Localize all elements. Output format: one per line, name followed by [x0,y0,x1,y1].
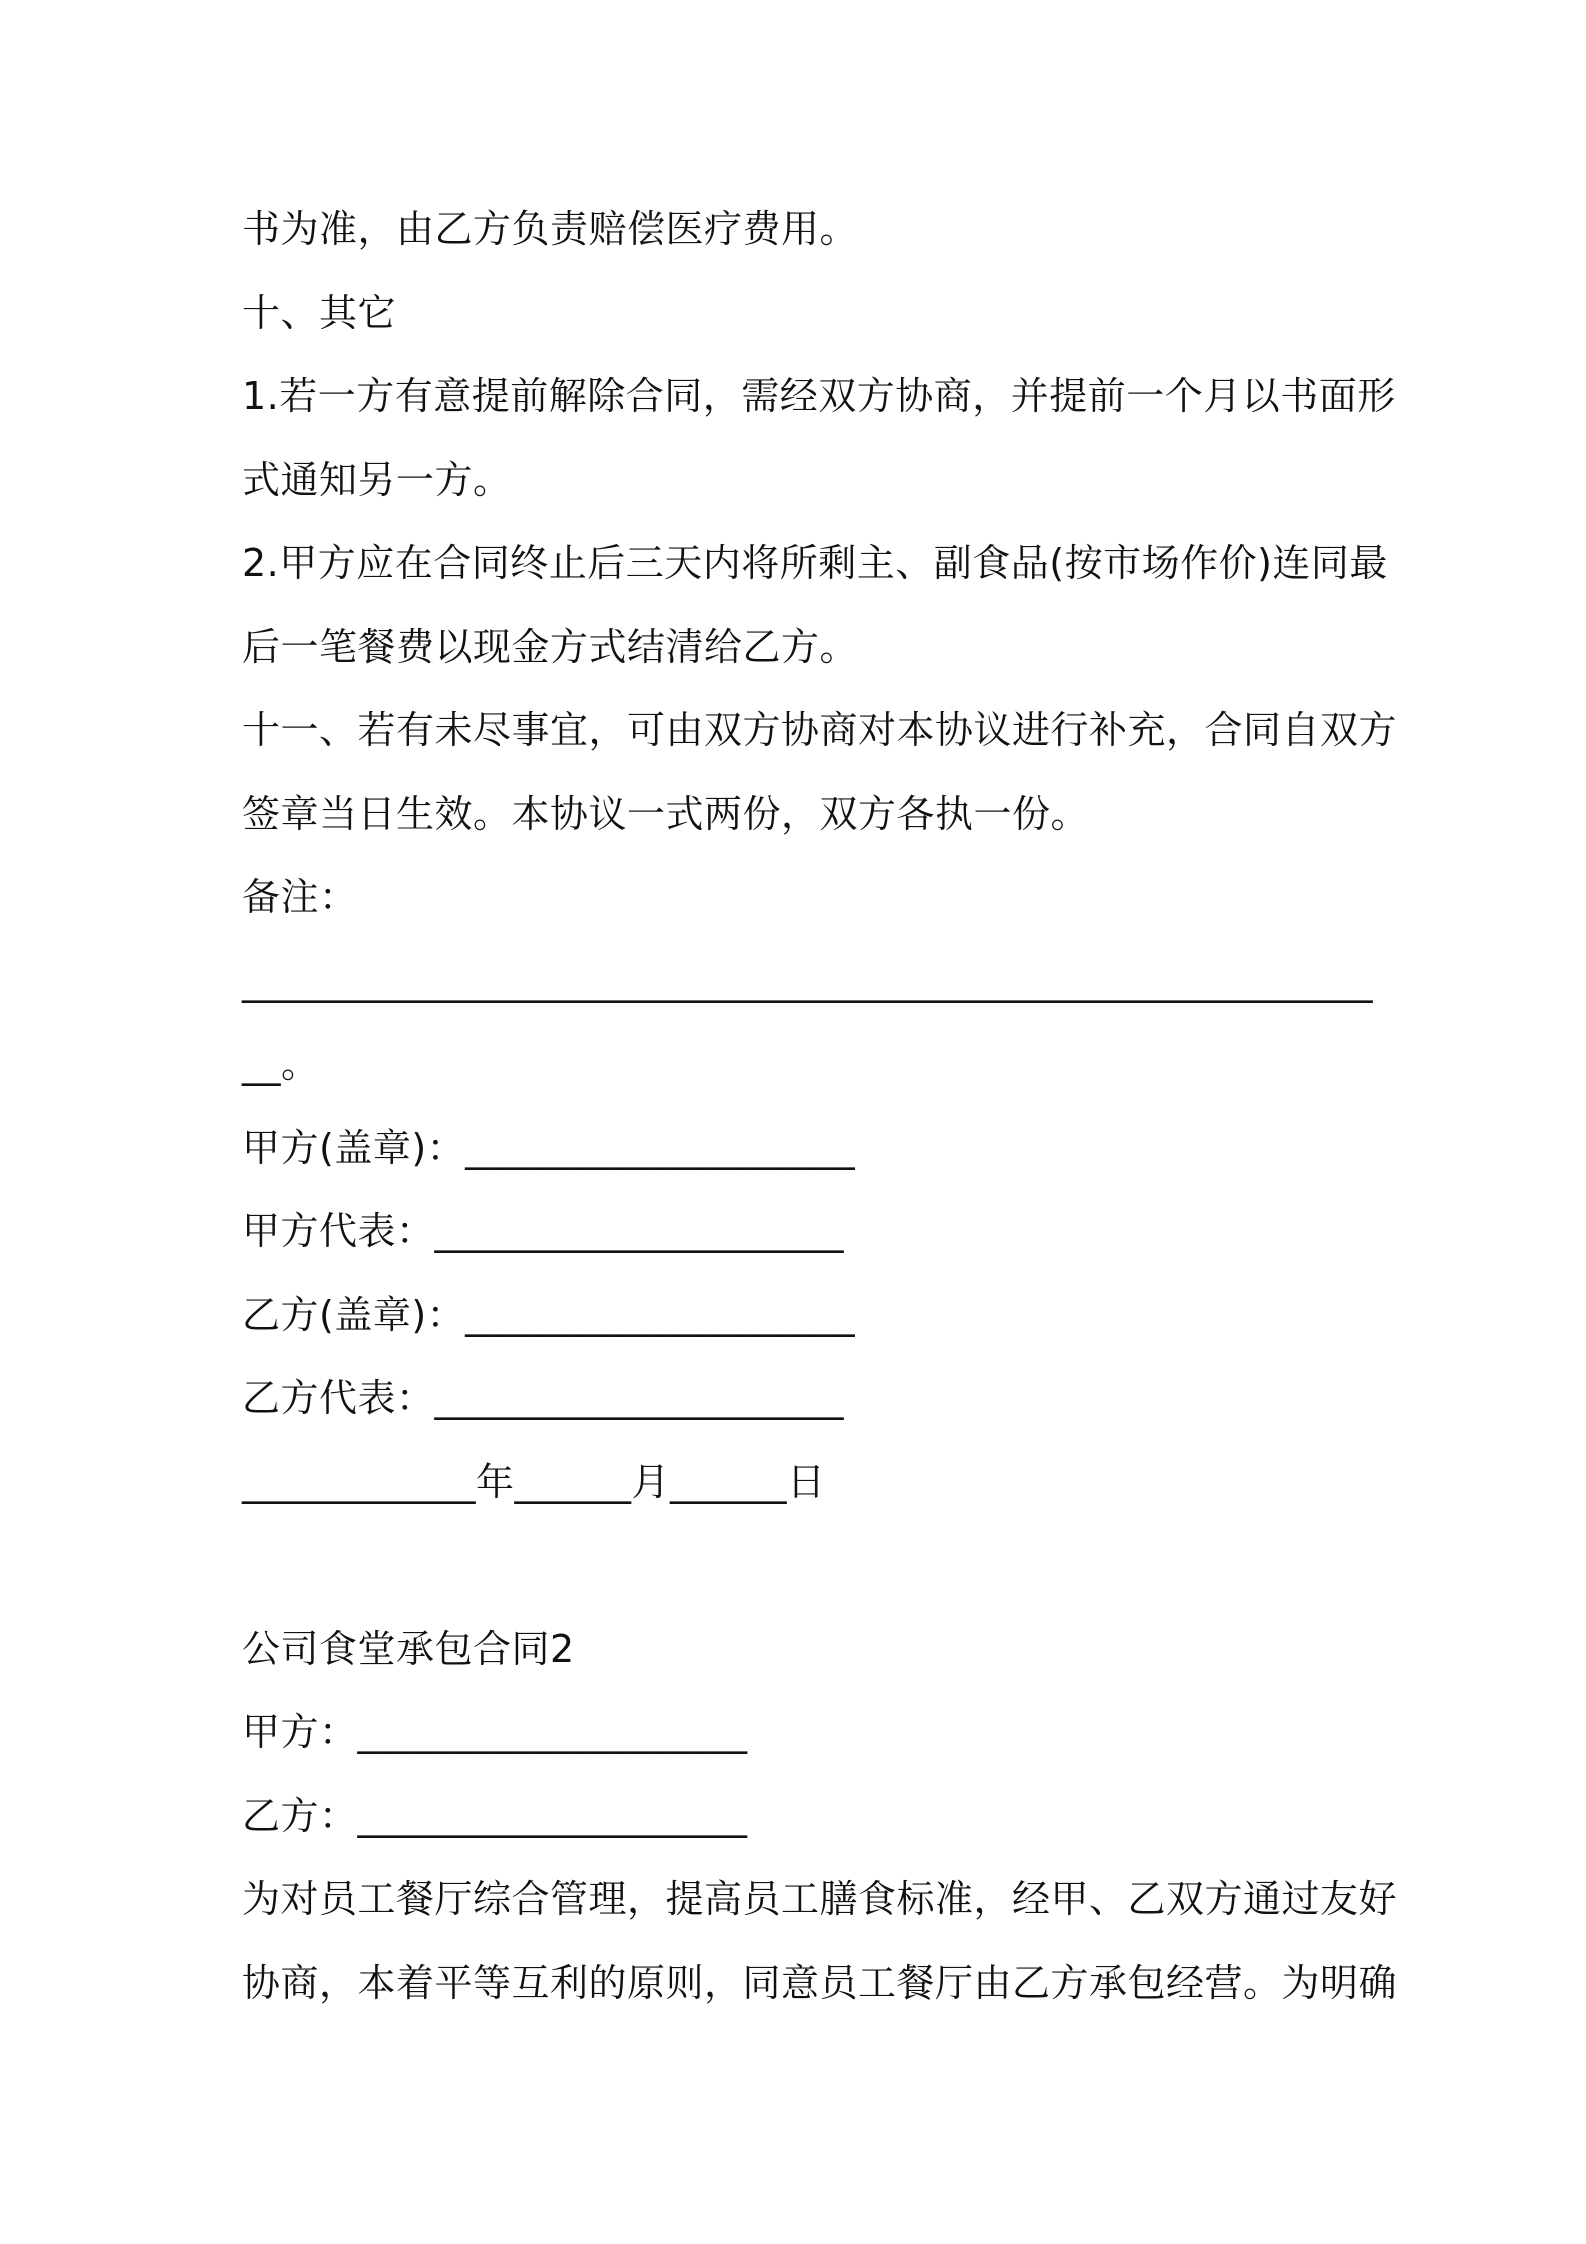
section-11-line-2: 签章当日生效。本协议一式两份，双方各执一份。 [242,792,1090,836]
party-a-representative-field: 甲方代表：_____________________ [242,1209,845,1253]
section-11-line-1: 十一、若有未尽事宜，可由双方协商对本协议进行补充，合同自双方 [242,708,1398,752]
contract-2-intro-line-1: 为对员工餐厅综合管理，提高员工膳食标准，经甲、乙双方通过友好 [242,1877,1398,1921]
clause-2-line-2: 后一笔餐费以现金方式结清给乙方。 [242,625,859,669]
party-b-representative-field: 乙方代表：_____________________ [242,1376,845,1420]
remarks-label: 备注： [242,875,358,919]
contract-2-party-a-field: 甲方：____________________ [242,1710,748,1754]
party-b-seal-field: 乙方(盖章)：____________________ [242,1293,856,1337]
clause-1-line-2: 式通知另一方。 [242,458,512,502]
clause-2-line-1: 2.甲方应在合同终止后三天内将所剩主、副食品(按市场作价)连同最 [242,541,1388,585]
contract-2-party-b-field: 乙方：____________________ [242,1794,748,1838]
section-heading-other: 十、其它 [242,291,397,335]
contract-2-title: 公司食堂承包合同2 [242,1627,575,1671]
remarks-blank-end: __。 [242,1042,320,1086]
remarks-blank-line: __________________________________________________________ [242,959,1373,1003]
date-field: ____________年______月______日 [242,1460,826,1504]
contract-2-intro-line-2: 协商，本着平等互利的原则，同意员工餐厅由乙方承包经营。为明确 [242,1961,1398,2005]
party-a-seal-field: 甲方(盖章)：____________________ [242,1126,856,1170]
text-line-medical-cost: 书为准，由乙方负责赔偿医疗费用。 [242,207,859,251]
clause-1-line-1: 1.若一方有意提前解除合同，需经双方协商，并提前一个月以书面形 [242,374,1396,418]
